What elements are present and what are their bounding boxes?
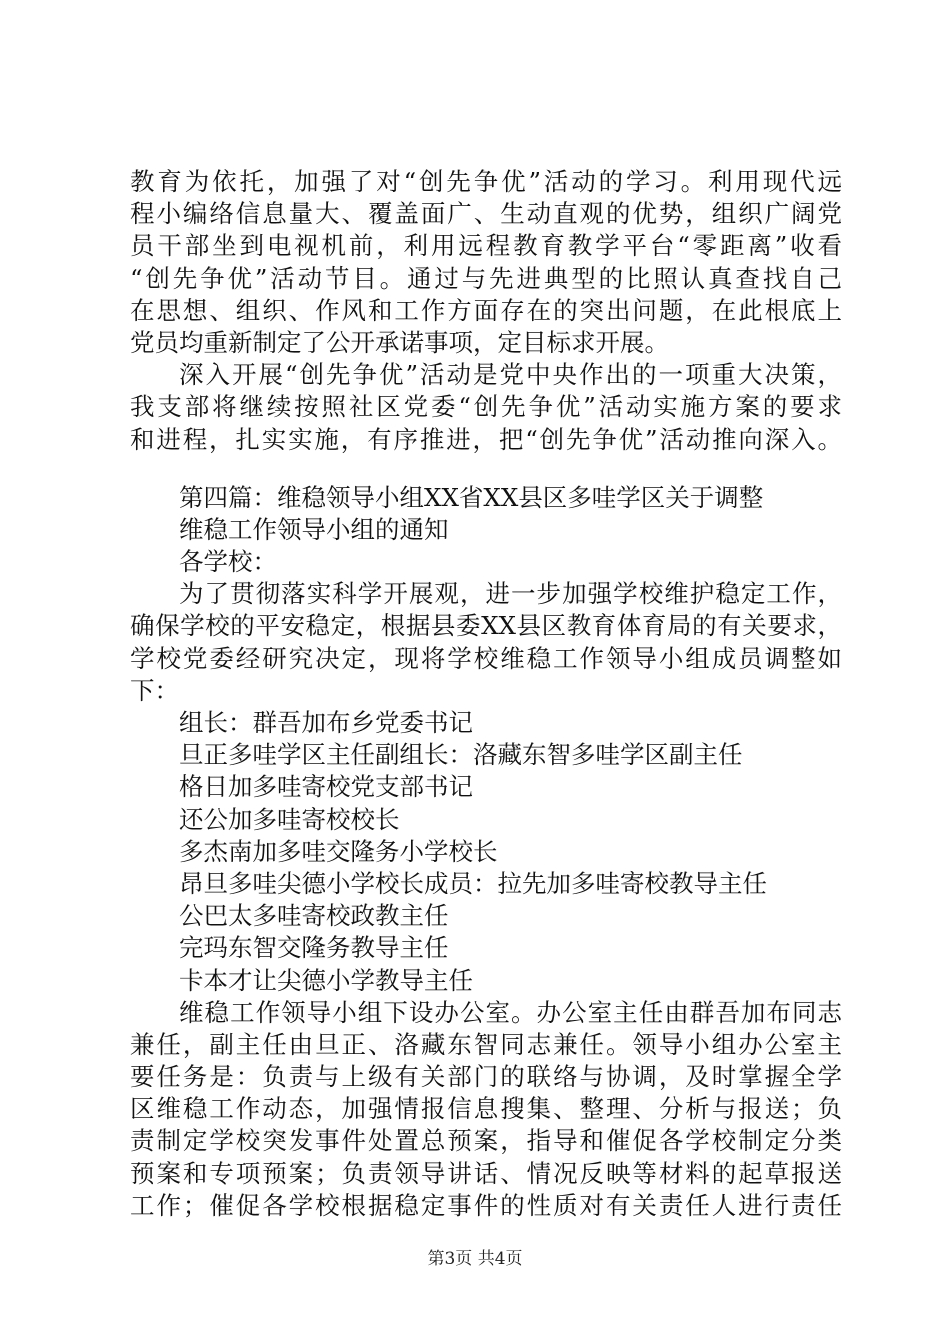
paragraph-line: 预案和专项预案；负责领导讲话、情况反映等材料的起草报送 bbox=[130, 1158, 842, 1188]
paragraph-line: 为了贯彻落实科学开展观，进一步加强学校维护稳定工作， bbox=[179, 579, 842, 609]
paragraph-line: 我支部将继续按照社区党委“创先争优”活动实施方案的要求 bbox=[130, 392, 842, 422]
page-footer: 第3页 共4页 bbox=[427, 1249, 523, 1269]
paragraph-line: 在思想、组织、作风和工作方面存在的突出问题，在此根底上 bbox=[130, 295, 842, 325]
section-four bbox=[130, 482, 842, 1222]
section-gap bbox=[130, 456, 842, 482]
paragraph-line: 学校党委经研究决定，现将学校维稳工作领导小组成员调整如 bbox=[130, 643, 842, 673]
section-title: 第四篇：维稳领导小组XX省XX县区多哇学区关于调整 bbox=[179, 482, 764, 512]
paragraph-line: 工作；催促各学校根据稳定事件的性质对有关责任人进行责任 bbox=[130, 1190, 842, 1220]
paragraph-line: 党员均重新制定了公开承诺事项，定目标求开展。 bbox=[130, 327, 669, 357]
paragraph-line: 教育为依托，加强了对“创先争优”活动的学习。利用现代远 bbox=[130, 167, 842, 196]
paragraph-line: 确保学校的平安稳定，根据县委XX县区教育体育局的有关要求， bbox=[130, 611, 842, 641]
paragraph-line: 下： bbox=[130, 675, 179, 705]
member-line: 格日加多哇寄校党支部书记 bbox=[179, 772, 473, 802]
paragraph-line: 要任务是：负责与上级有关部门的联络与协调，及时掌握全学 bbox=[130, 1062, 842, 1092]
paragraph-line: “创先争优”活动节目。通过与先进典型的比照认真查找自己 bbox=[130, 263, 842, 293]
member-line: 公巴太多哇寄校政教主任 bbox=[179, 901, 449, 931]
paragraph-line: 兼任，副主任由旦正、洛藏东智同志兼任。领导小组办公室主 bbox=[130, 1029, 842, 1059]
paragraph-line: 深入开展“创先争优”活动是党中央作出的一项重大决策， bbox=[179, 360, 842, 390]
paragraph-line: 区维稳工作动态，加强情报信息搜集、整理、分析与报送；负 bbox=[130, 1094, 842, 1124]
member-line: 组长：群吾加布乡党委书记 bbox=[179, 708, 473, 737]
section-title-continued: 维稳工作领导小组的通知 bbox=[179, 514, 449, 544]
member-line: 还公加多哇寄校校长 bbox=[179, 804, 400, 834]
previous-section bbox=[130, 166, 842, 456]
member-line: 昂旦多哇尖德小学校长成员：拉先加多哇寄校教导主任 bbox=[179, 868, 767, 898]
paragraph-line: 程小编络信息量大、覆盖面广、生动直观的优势，组织广阔党 bbox=[130, 199, 842, 229]
paragraph-line: 员干部坐到电视机前，利用远程教育教学平台“零距离”收看 bbox=[130, 231, 842, 261]
salutation: 各学校： bbox=[179, 547, 277, 577]
member-line: 多杰南加多哇交隆务小学校长 bbox=[179, 836, 498, 866]
member-line: 卡本才让尖德小学教导主任 bbox=[179, 965, 473, 995]
document-page bbox=[130, 166, 842, 1222]
paragraph-line: 和进程，扎实实施，有序推进，把“创先争优”活动推向深入。 bbox=[130, 424, 842, 454]
paragraph-line: 维稳工作领导小组下设办公室。办公室主任由群吾加布同志 bbox=[179, 997, 842, 1027]
paragraph-line: 责制定学校突发事件处置总预案，指导和催促各学校制定分类 bbox=[130, 1126, 842, 1156]
member-line: 旦正多哇学区主任副组长：洛藏东智多哇学区副主任 bbox=[179, 740, 743, 770]
member-line: 完玛东智交隆务教导主任 bbox=[179, 933, 449, 963]
